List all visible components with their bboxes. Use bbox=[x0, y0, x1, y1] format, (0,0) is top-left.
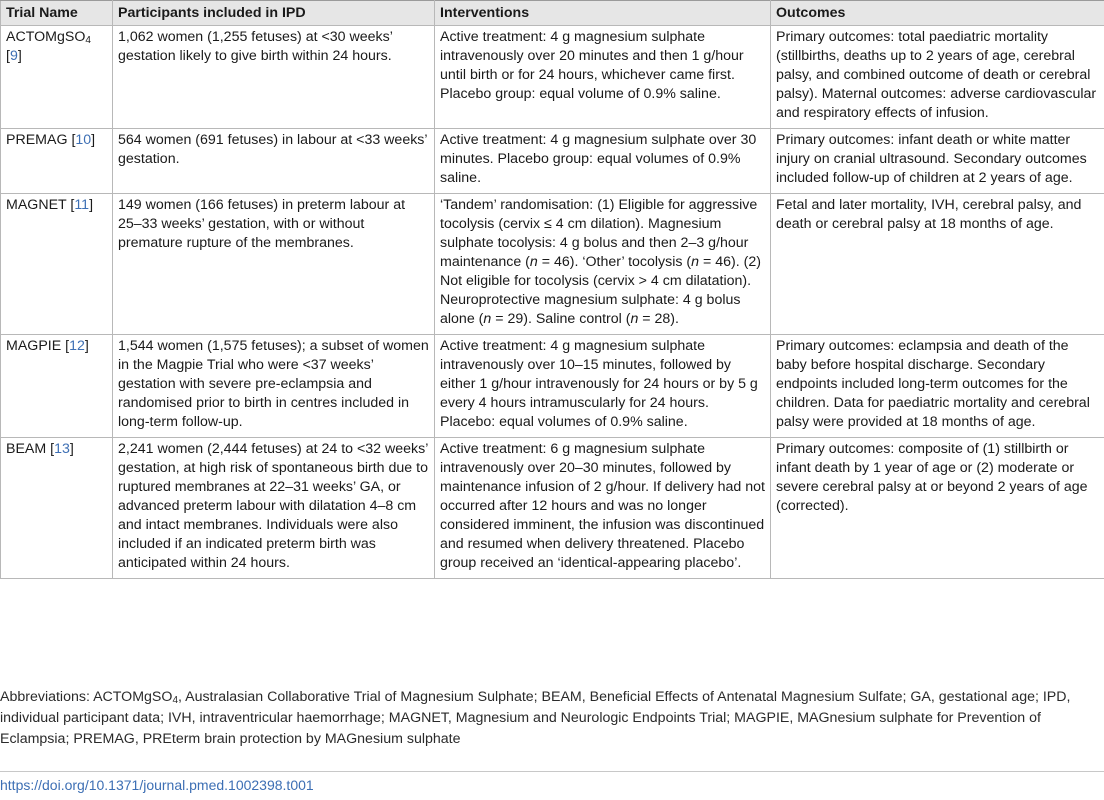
trial-name-cell bbox=[1, 129, 113, 194]
header-trial-name: Trial Name bbox=[1, 1, 113, 26]
trial-name: PREMAG bbox=[6, 132, 68, 148]
reference-link[interactable]: 13 bbox=[54, 441, 70, 457]
footnote-text: , Australasian Collaborative Trial of Magnesium Sulphate; BEAM, Beneficial Effects of Antenatal Magnesium Sulfate; GA, gestational age; IPD, individual participant data; IVH, intraventricular haemorrhage; MAGNET, Magnesium and Neurologic Endpoints Trial; MAGPIE, MAGnesium sulphate for Prevention of Eclampsia; PREMAG, PREterm brain protection by MAGnesium sulphate bbox=[0, 689, 1071, 747]
table-footnote bbox=[0, 687, 1100, 750]
divider bbox=[0, 771, 1104, 772]
outcomes-cell: Primary outcomes: composite of (1) stillbirth or infant death by 1 year of age or (2) moderate or severe cerebral palsy at or beyond 2 years of age (corrected). bbox=[771, 438, 1104, 579]
header-participants: Participants included in IPD bbox=[113, 1, 435, 26]
outcomes-cell: Fetal and later mortality, IVH, cerebral palsy, and death or cerebral palsy at 18 months of age. bbox=[771, 194, 1104, 335]
trial-name: MAGNET bbox=[6, 197, 67, 213]
intervention-text: = 28). bbox=[638, 311, 679, 327]
table-row bbox=[1, 194, 1104, 335]
ref-bracket-open: [ bbox=[61, 338, 70, 354]
reference-link[interactable]: 11 bbox=[74, 197, 90, 213]
footnote-subscript: 4 bbox=[172, 695, 178, 706]
reference-link[interactable]: 10 bbox=[75, 132, 92, 148]
ref-bracket-open: [ bbox=[6, 48, 10, 64]
interventions-cell: Active treatment: 4 g magnesium sulphate intravenously over 10–15 minutes, followed by either 1 g/hour intravenously for 24 hours or by 5 g every 4 hours intramuscularly for 24 hours. Placebo: equal volumes of 0.9% saline. bbox=[435, 335, 771, 438]
intervention-text: = 46). ‘Other’ tocolysis ( bbox=[537, 254, 692, 270]
trial-name-subscript: 4 bbox=[85, 35, 91, 46]
trial-name-cell bbox=[1, 194, 113, 335]
doi-link[interactable]: https://doi.org/10.1371/journal.pmed.1002398.t001 bbox=[0, 777, 314, 793]
n-symbol: n bbox=[529, 254, 538, 270]
interventions-cell: Active treatment: 6 g magnesium sulphate intravenously over 20–30 minutes, followed by maintenance infusion of 2 g/hour. If delivery had not occurred after 12 hours and was no longer considered imminent, the infusion was discontinued and resumed when delivery threatened. Placebo group received an ‘identical-appearing placebo’. bbox=[435, 438, 771, 579]
participants-cell: 564 women (691 fetuses) in labour at <33 weeks’ gestation. bbox=[113, 129, 435, 194]
participants-cell: 149 women (166 fetuses) in preterm labour at 25–33 weeks’ gestation, with or without premature rupture of the membranes. bbox=[113, 194, 435, 335]
ref-bracket-open: [ bbox=[66, 197, 75, 213]
trial-name-cell bbox=[1, 335, 113, 438]
ref-bracket-close: ] bbox=[84, 338, 89, 354]
ref-bracket-close: ] bbox=[17, 48, 22, 64]
ref-bracket-open: [ bbox=[67, 132, 76, 148]
participants-cell: 1,062 women (1,255 fetuses) at <30 weeks’ gestation likely to give birth within 24 hours. bbox=[113, 26, 435, 129]
trial-name: ACTOMgSO bbox=[6, 29, 86, 45]
interventions-cell: Active treatment: 4 g magnesium sulphate over 30 minutes. Placebo group: equal volumes of 0.9% saline. bbox=[435, 129, 771, 194]
ref-bracket-close: ] bbox=[89, 197, 94, 213]
interventions-cell bbox=[435, 194, 771, 335]
header-outcomes: Outcomes bbox=[771, 1, 1104, 26]
trial-name-cell bbox=[1, 438, 113, 579]
reference-link[interactable]: 9 bbox=[9, 48, 18, 64]
trial-name-cell bbox=[1, 26, 113, 129]
ref-bracket-open: [ bbox=[46, 441, 55, 457]
table-row bbox=[1, 335, 1104, 438]
outcomes-cell: Primary outcomes: total paediatric mortality (stillbirths, deaths up to 2 years of age, cerebral palsy, and combined outcome of death or cerebral palsy). Maternal outcomes: adverse cardiovascular and respiratory effects of infusion. bbox=[771, 26, 1104, 129]
intervention-text: ‘Tandem’ randomisation: (1) Eligible for aggressive tocolysis (cervix ≤ 4 cm dilation). Magnesium sulphate tocolysis: 4 g bolus and then 2–3 g/hour maintenance ( bbox=[440, 197, 758, 270]
reference-link[interactable]: 12 bbox=[69, 338, 85, 354]
table-row bbox=[1, 129, 1104, 194]
table-header-row bbox=[1, 1, 1104, 26]
header-interventions: Interventions bbox=[435, 1, 771, 26]
table-row bbox=[1, 438, 1104, 579]
n-symbol: n bbox=[630, 311, 639, 327]
table-row bbox=[1, 26, 1104, 129]
intervention-text: = 29). Saline control ( bbox=[491, 311, 631, 327]
ref-bracket-close: ] bbox=[69, 441, 74, 457]
outcomes-cell: Primary outcomes: infant death or white matter injury on cranial ultrasound. Secondary outcomes included follow-up of children at 2 years of age. bbox=[771, 129, 1104, 194]
n-symbol: n bbox=[483, 311, 492, 327]
outcomes-cell: Primary outcomes: eclampsia and death of the baby before hospital discharge. Secondary endpoints included long-term outcomes for the children. Data for paediatric mortality and cerebral palsy were provided at 18 months of age. bbox=[771, 335, 1104, 438]
participants-cell: 1,544 women (1,575 fetuses); a subset of women in the Magpie Trial who were <37 weeks’ gestation with severe pre-eclampsia and randomised prior to birth in centres included in long-term follow-up. bbox=[113, 335, 435, 438]
interventions-cell: Active treatment: 4 g magnesium sulphate intravenously over 20 minutes and then 1 g/hour until birth or for 24 hours, whichever came first. Placebo group: equal volume of 0.9% saline. bbox=[435, 26, 771, 129]
ref-bracket-close: ] bbox=[91, 132, 96, 148]
trial-name: BEAM bbox=[6, 441, 47, 457]
footnote-lead: Abbreviations: ACTOMgSO bbox=[0, 689, 173, 705]
n-symbol: n bbox=[691, 254, 700, 270]
intervention-text: = 46). (2) Not eligible for tocolysis (cervix > 4 cm dilatation). Neuroprotective magnesium sulphate: 4 g bolus alone ( bbox=[440, 254, 761, 327]
trial-name: MAGPIE bbox=[6, 338, 62, 354]
participants-cell: 2,241 women (2,444 fetuses) at 24 to <32 weeks’ gestation, at high risk of spontaneous birth due to ruptured membranes at 22–31 weeks’ GA, or advanced preterm labour with dilatation 4–8 cm and intact membranes. Individuals were also included if an indicated preterm birth was anticipated within 24 hours. bbox=[113, 438, 435, 579]
